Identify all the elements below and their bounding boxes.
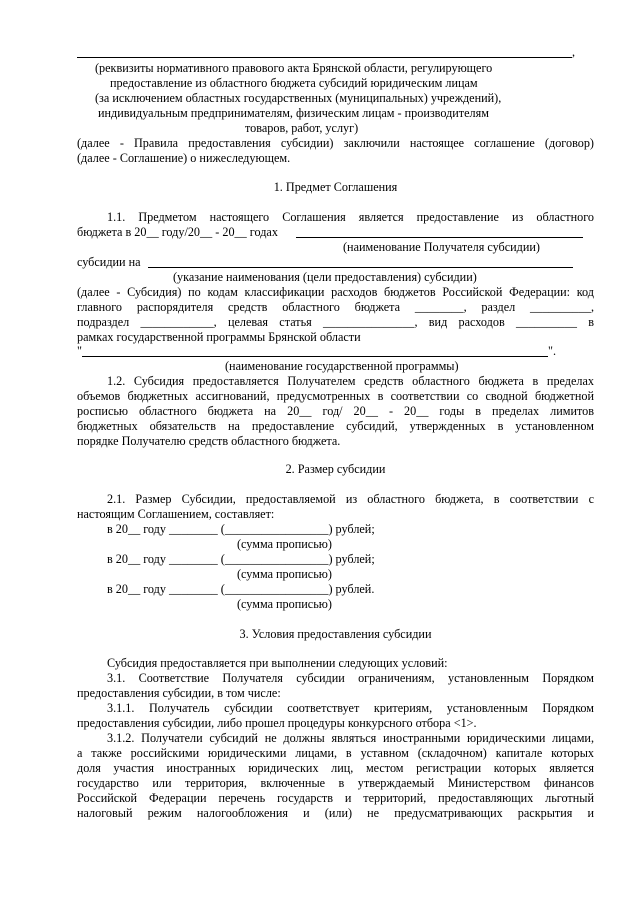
section1-title: 1. Предмет Соглашения	[273, 180, 398, 194]
codes-line: (далее - Субсидия) по кодам классификации расходов бюджетов Российской Федерации: код	[77, 285, 594, 299]
details-caption-line: товаров, работ, услуг)	[245, 121, 359, 135]
program-caption: (наименование государственной программы)	[225, 359, 459, 373]
section3-p311-line: 3.1.1. Получатель субсидии соответствует критериям, установленным Порядком	[107, 701, 594, 715]
section3-p31-line: предоставления субсидии, в том числе:	[77, 686, 281, 700]
section2-p1-line: настоящим Соглашением, составляет:	[77, 507, 275, 521]
details-caption-line: индивидуальным предпринимателям, физическим лицам - производителям	[98, 106, 489, 120]
section3-title: 3. Условия предоставления субсидии	[239, 627, 432, 641]
subsidy-on-label: субсидии на	[77, 255, 141, 269]
codes-line: подраздел ____________, целевая статья _______________, вид расходов __________ в	[77, 315, 594, 329]
section3-p312-line: Российской Федерации перечень государств и территорий, предоставляющих льготный	[77, 791, 594, 805]
amount-caption: (сумма прописью)	[237, 597, 332, 611]
purpose-underline	[148, 267, 573, 268]
year-amount-line: в 20__ году ________ (_________________) рублей;	[107, 552, 375, 566]
section1-p1-line: 1.1. Предметом настоящего Соглашения является предоставление из областного	[107, 210, 594, 224]
year-amount-line: в 20__ году ________ (_________________) рублей.	[107, 582, 375, 596]
section2-title: 2. Размер субсидии	[285, 462, 386, 476]
amount-caption: (сумма прописью)	[237, 537, 332, 551]
section1-p2-line: росписью областного бюджета на 20__ год/ 20__ - 20__ годы в пределах лимитов	[77, 404, 594, 418]
section3-p312-line: 3.1.2. Получатели субсидий не должны являться иностранными юридическими лицами,	[107, 731, 594, 745]
section1-p2-line: порядке Получателю средств областного бюджета.	[77, 434, 341, 448]
details-caption-line: предоставление из областного бюджета субсидий юридическим лицам	[110, 76, 478, 90]
section3-p312-line: налоговый режим налогообложения и (или) не предусматривающих раскрытия и	[77, 806, 594, 820]
recipient-caption: (наименование Получателя субсидии)	[343, 240, 540, 254]
program-quote-open: "	[77, 344, 82, 358]
intro-line: (далее - Соглашение) о нижеследующем.	[77, 151, 291, 165]
section3-p31-line: 3.1. Соответствие Получателя субсидии ограничениям, установленным Порядком	[107, 671, 594, 685]
recipient-underline	[296, 237, 583, 238]
section2-p1-line: 2.1. Размер Субсидии, предоставляемой из областного бюджета, в соответствии с	[107, 492, 594, 506]
section1-p2-line: 1.2. Субсидия предоставляется Получателем средств областного бюджета в пределах	[107, 374, 594, 388]
section1-p2-line: объемов бюджетных ассигнований, предусмотренных в соответствии со сводной бюджетной	[77, 389, 594, 403]
details-underline	[77, 57, 572, 58]
codes-line: рамках государственной программы Брянской области	[77, 330, 361, 344]
year-amount-line: в 20__ году ________ (_________________) рублей;	[107, 522, 375, 536]
section1-p2-line: бюджетных обязательств на предоставление субсидий, утвержденных в установленном	[77, 419, 594, 433]
section3-p312-line: государство или территория, включенные в утверждаемый Министерством финансов	[77, 776, 594, 790]
intro-line: (далее - Правила предоставления субсидии) заключили настоящее соглашение (договор)	[77, 136, 594, 150]
purpose-caption: (указание наименования (цели предоставления) субсидии)	[173, 270, 477, 284]
section3-intro: Субсидия предоставляется при выполнении следующих условий:	[107, 656, 448, 670]
details-caption-line: (реквизиты нормативного правового акта Брянской области, регулирующего	[95, 61, 493, 75]
amount-caption: (сумма прописью)	[237, 567, 332, 581]
details-comma: ,	[572, 45, 576, 59]
codes-line: главного распорядителя средств областного бюджета ________, раздел __________,	[77, 300, 594, 314]
program-quote-close: ".	[548, 344, 557, 358]
details-caption-line: (за исключением областных государственных (муниципальных) учреждений),	[95, 91, 502, 105]
section3-p312-line: а также российскими юридическими лицами, в уставном (складочном) капитале которых	[77, 746, 594, 760]
program-underline	[82, 356, 548, 357]
section3-p311-line: предоставления субсидии, либо прошел процедуры конкурсного отбора <1>.	[77, 716, 477, 730]
section3-p312-line: доля участия иностранных юридических лиц, местом регистрации которых является	[77, 761, 594, 775]
section1-p1-line: бюджета в 20__ году/20__ - 20__ годах	[77, 225, 278, 239]
